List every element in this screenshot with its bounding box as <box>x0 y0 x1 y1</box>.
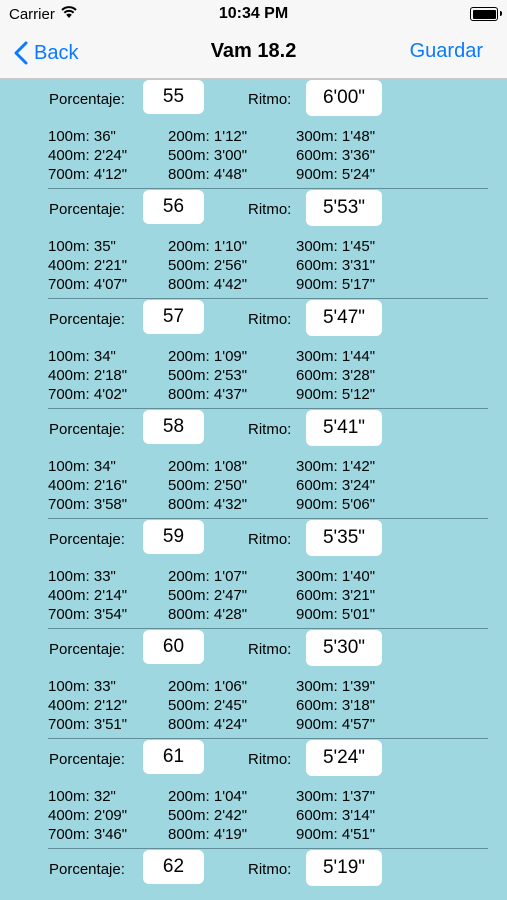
carrier-label: Carrier <box>9 6 55 23</box>
split-time: 900m: 5'12" <box>296 386 376 403</box>
split-time: 900m: 4'51" <box>296 826 376 843</box>
split-time: 400m: 2'09" <box>48 807 128 824</box>
navigation-bar <box>0 28 507 79</box>
split-time: 100m: 33" <box>48 678 116 695</box>
pace-label: Ritmo: <box>248 201 292 218</box>
pace-row <box>0 739 507 849</box>
split-time: 400m: 2'14" <box>48 587 128 604</box>
split-time: 300m: 1'40" <box>296 568 376 585</box>
percentage-field[interactable]: 59 <box>143 520 204 554</box>
split-time: 800m: 4'37" <box>168 386 248 403</box>
split-time: 400m: 2'24" <box>48 147 128 164</box>
pace-label: Ritmo: <box>248 531 292 548</box>
split-time: 600m: 3'31" <box>296 257 376 274</box>
split-time: 500m: 2'42" <box>168 807 248 824</box>
percentage-field[interactable]: 55 <box>143 80 204 114</box>
percentage-label: Porcentaje: <box>49 421 125 438</box>
split-time: 300m: 1'42" <box>296 458 376 475</box>
percentage-label: Porcentaje: <box>49 201 125 218</box>
pace-label: Ritmo: <box>248 311 292 328</box>
split-time: 100m: 34" <box>48 458 116 475</box>
split-time: 300m: 1'44" <box>296 348 376 365</box>
split-time: 800m: 4'48" <box>168 166 248 183</box>
split-time: 900m: 5'06" <box>296 496 376 513</box>
split-time: 200m: 1'04" <box>168 788 248 805</box>
split-time: 900m: 5'17" <box>296 276 376 293</box>
split-time: 700m: 3'58" <box>48 496 128 513</box>
split-time: 500m: 2'45" <box>168 697 248 714</box>
percentage-label: Porcentaje: <box>49 641 125 658</box>
pace-table[interactable] <box>0 79 507 900</box>
split-time: 100m: 36" <box>48 128 116 145</box>
split-time: 800m: 4'24" <box>168 716 248 733</box>
pace-field[interactable]: 5'41" <box>306 410 382 446</box>
percentage-field[interactable]: 58 <box>143 410 204 444</box>
split-time: 600m: 3'14" <box>296 807 376 824</box>
page-title: Vam 18.2 <box>210 40 297 62</box>
pace-label: Ritmo: <box>248 91 292 108</box>
split-time: 500m: 2'47" <box>168 587 248 604</box>
pace-field[interactable]: 5'35" <box>306 520 382 556</box>
pace-row <box>0 849 507 900</box>
pace-row <box>0 299 507 409</box>
split-time: 700m: 3'51" <box>48 716 128 733</box>
split-time: 500m: 2'53" <box>168 367 248 384</box>
pace-row <box>0 519 507 629</box>
pace-label: Ritmo: <box>248 861 292 878</box>
split-time: 200m: 1'08" <box>168 458 248 475</box>
split-time: 200m: 1'07" <box>168 568 248 585</box>
split-time: 300m: 1'45" <box>296 238 376 255</box>
save-button[interactable]: Guardar <box>409 40 483 62</box>
split-time: 600m: 3'21" <box>296 587 376 604</box>
battery-icon <box>470 7 498 21</box>
split-time: 600m: 3'18" <box>296 697 376 714</box>
percentage-label: Porcentaje: <box>49 531 125 548</box>
percentage-field[interactable]: 56 <box>143 190 204 224</box>
split-time: 200m: 1'10" <box>168 238 248 255</box>
percentage-field[interactable]: 62 <box>143 850 204 884</box>
percentage-field[interactable]: 60 <box>143 630 204 664</box>
pace-label: Ritmo: <box>248 641 292 658</box>
split-time: 600m: 3'36" <box>296 147 376 164</box>
pace-label: Ritmo: <box>248 421 292 438</box>
split-time: 100m: 34" <box>48 348 116 365</box>
split-time: 300m: 1'39" <box>296 678 376 695</box>
percentage-label: Porcentaje: <box>49 91 125 108</box>
pace-field[interactable]: 5'24" <box>306 740 382 776</box>
pace-row <box>0 189 507 299</box>
split-time: 100m: 35" <box>48 238 116 255</box>
split-time: 200m: 1'06" <box>168 678 248 695</box>
split-time: 400m: 2'16" <box>48 477 128 494</box>
split-time: 400m: 2'18" <box>48 367 128 384</box>
pace-field[interactable]: 5'53" <box>306 190 382 226</box>
pace-field[interactable]: 6'00" <box>306 80 382 116</box>
split-time: 200m: 1'09" <box>168 348 248 365</box>
split-time: 100m: 33" <box>48 568 116 585</box>
split-time: 800m: 4'28" <box>168 606 248 623</box>
status-time: 10:34 PM <box>218 5 289 22</box>
status-bar <box>0 0 507 28</box>
pace-field[interactable]: 5'19" <box>306 850 382 886</box>
split-time: 500m: 3'00" <box>168 147 248 164</box>
percentage-field[interactable]: 61 <box>143 740 204 774</box>
split-time: 800m: 4'19" <box>168 826 248 843</box>
split-time: 800m: 4'42" <box>168 276 248 293</box>
split-time: 400m: 2'21" <box>48 257 128 274</box>
split-time: 600m: 3'24" <box>296 477 376 494</box>
pace-label: Ritmo: <box>248 751 292 768</box>
split-time: 400m: 2'12" <box>48 697 128 714</box>
split-time: 500m: 2'56" <box>168 257 248 274</box>
split-time: 800m: 4'32" <box>168 496 248 513</box>
split-time: 700m: 4'12" <box>48 166 128 183</box>
split-time: 600m: 3'28" <box>296 367 376 384</box>
pace-row <box>0 629 507 739</box>
split-time: 300m: 1'37" <box>296 788 376 805</box>
split-time: 900m: 4'57" <box>296 716 376 733</box>
percentage-label: Porcentaje: <box>49 861 125 878</box>
split-time: 700m: 4'02" <box>48 386 128 403</box>
split-time: 300m: 1'48" <box>296 128 376 145</box>
pace-field[interactable]: 5'30" <box>306 630 382 666</box>
split-time: 900m: 5'01" <box>296 606 376 623</box>
split-time: 100m: 32" <box>48 788 116 805</box>
split-time: 500m: 2'50" <box>168 477 248 494</box>
pace-row <box>0 409 507 519</box>
split-time: 700m: 3'54" <box>48 606 128 623</box>
split-time: 900m: 5'24" <box>296 166 376 183</box>
percentage-label: Porcentaje: <box>49 751 125 768</box>
percentage-label: Porcentaje: <box>49 311 125 328</box>
split-time: 200m: 1'12" <box>168 128 248 145</box>
pace-field[interactable]: 5'47" <box>306 300 382 336</box>
split-time: 700m: 3'46" <box>48 826 128 843</box>
back-label: Back <box>34 41 79 64</box>
percentage-field[interactable]: 57 <box>143 300 204 334</box>
pace-row <box>0 79 507 189</box>
split-time: 700m: 4'07" <box>48 276 128 293</box>
